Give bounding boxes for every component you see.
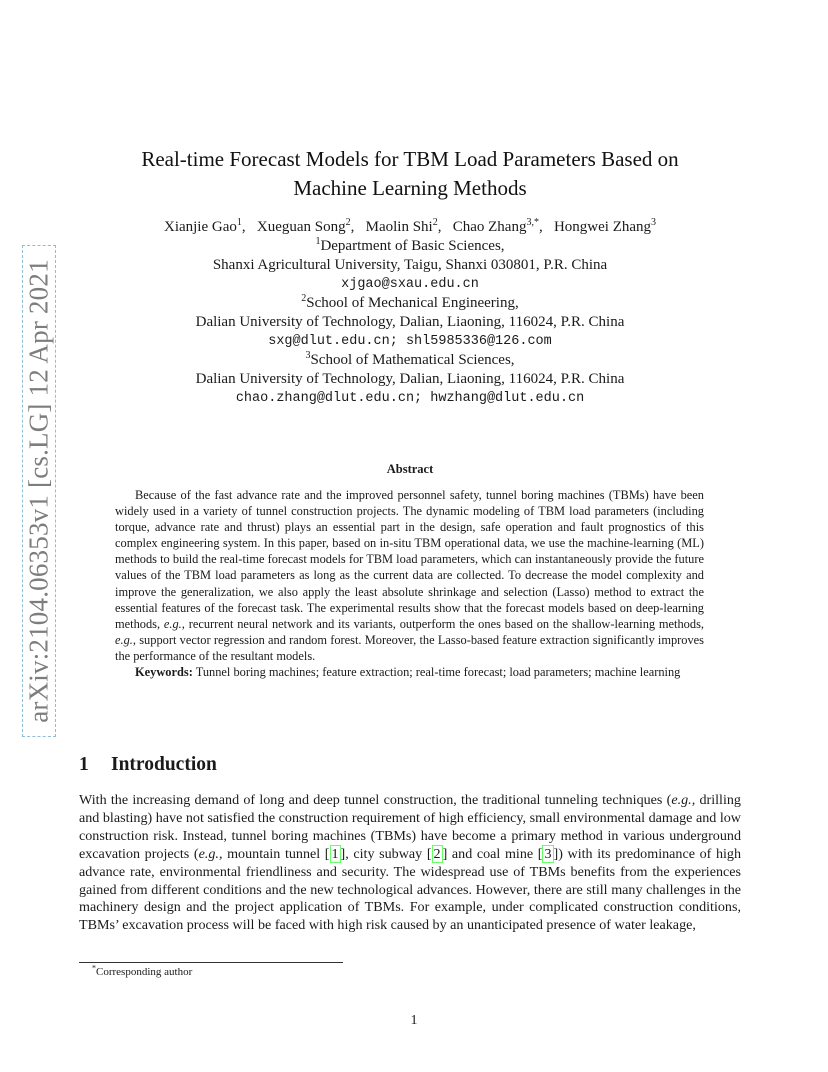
citation-link-3[interactable]: 3	[544, 845, 552, 862]
affiliation-1-dept: $^1$Department of Basic Sciences,	[315, 236, 505, 254]
paper-title	[80, 145, 740, 203]
keywords: Keywords: Tunnel boring machines; feature extraction; real-time forecast; load parameters; machine learning	[135, 665, 681, 680]
affiliation-1-email[interactable]: xjgao@sxau.edu.cn	[341, 277, 479, 292]
introduction-paragraph: With the increasing demand of long and deep tunnel construction, the traditional tunneling techniques (e.g., drilling and blasting) have not satisfied the construction requirement of high efficiency, small environmental damage and low construction risk. Instead, tunnel boring machines (TBMs) have become a primary method in various underground excavation projects (e.g., mountain tunnel [ 1 ], city subway [ 2 ] and coal mine [ 3 ]) with its predominance of high advance rate, environmental friendliness and security. The widespread use of TBMs benefits from the experiences gained from different conditions and the new technological advances. However, there are still many challenges in the machinery design and the project application of TBMs. For example, under complicated construction conditions, TBMs’ excavation process will be faced with high risk caused by an unanticipated presence of water leakage,	[79, 792, 741, 934]
arxiv-identifier[interactable]: arXiv:2104.06353v1 [cs.LG] 12 Apr 2021	[23, 259, 54, 723]
footnote-divider	[79, 962, 343, 963]
author-3: Maolin Shi$^2$	[365, 217, 438, 235]
affiliation-2-institution: Dalian University of Technology, Dalian, Liaoning, 116024, P.R. China	[195, 314, 625, 330]
author-block	[80, 218, 740, 408]
author-list: Xianjie Gao$^1$, Xueguan Song$^2$, Maolin Shi$^2$, Chao Zhang$^{3,*}$, Hongwei Zhang$^3$	[163, 217, 657, 235]
affiliation-3-institution: Dalian University of Technology, Dalian, Liaoning, 116024, P.R. China	[195, 371, 625, 387]
title-line-1: Real-time Forecast Models for TBM Load Parameters Based on	[141, 147, 679, 171]
abstract-heading: Abstract	[386, 462, 434, 476]
author-5: Hongwei Zhang$^3$	[553, 217, 657, 235]
affiliation-3-email[interactable]: chao.zhang@dlut.edu.cn; hwzhang@dlut.edu.cn	[235, 391, 585, 406]
citation-link-2[interactable]: 2	[433, 845, 441, 862]
keywords-label: Keywords:	[135, 665, 193, 680]
affiliation-1-institution: Shanxi Agricultural University, Taigu, Shanxi 030801, P.R. China	[212, 257, 608, 273]
section-heading-introduction: 1 Introduction	[79, 754, 217, 775]
citation-link-1[interactable]: 1	[331, 845, 339, 862]
abstract-paragraph: Because of the fast advance rate and the improved personnel safety, tunnel boring machines (TBMs) have been widely used in a variety of tunnel construction projects. The dynamic modeling of TBM load parameters (including torque, advance rate and thrust) plays an essential part in the design, safe operation and fault prognostics of this complex engineering system. In this paper, based on in-situ TBM operational data, we use the machine-learning (ML) methods to build the real-time forecast models for TBM load parameters, which can instantaneously provide the future values of the TBM load parameters as long as the current data are collected. To decrease the model complexity and improve the generalization, we also apply the least absolute shrinkage and selection (Lasso) method to extract the essential features of the forecast task. The experimental results show that the forecast models based on deep-learning methods, e.g., recurrent neural network and its variants, outperform the ones based on the shallow-learning methods, e.g., support vector regression and random forest. Moreover, the Lasso-based feature extraction significantly improves the performance of the resultant models.	[115, 488, 704, 663]
affiliation-3-dept: $^3$School of Mathematical Sciences,	[305, 350, 515, 368]
author-4: Chao Zhang$^{3,*}$	[452, 217, 539, 235]
title-line-2: Machine Learning Methods	[293, 176, 527, 200]
author-1: Xianjie Gao$^1$	[163, 217, 242, 235]
abstract-body	[115, 487, 704, 680]
author-2: Xueguan Song$^2$	[256, 217, 351, 235]
affiliation-2-dept: $^2$School of Mechanical Engineering,	[301, 293, 519, 311]
affiliation-2-email[interactable]: sxg@dlut.edu.cn; shl5985336@126.com	[268, 334, 552, 349]
page-number: 1	[410, 1013, 418, 1028]
footnote-corresponding-author: *Corresponding author	[92, 963, 193, 978]
